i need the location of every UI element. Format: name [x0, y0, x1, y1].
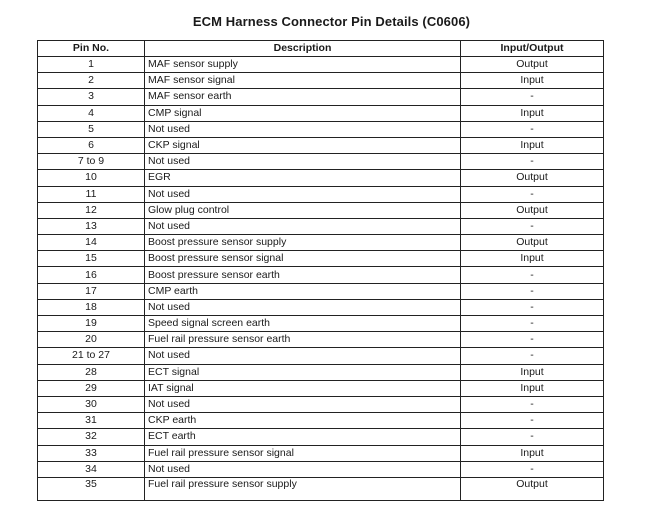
- description-cell: CKP earth: [145, 413, 461, 429]
- table-body: [38, 57, 604, 501]
- description-cell: Boost pressure sensor supply: [145, 235, 461, 251]
- pin-cell: 33: [38, 445, 145, 461]
- table-row: [38, 429, 604, 445]
- description-cell: MAF sensor supply: [145, 57, 461, 73]
- input-output-cell: Output: [461, 170, 604, 186]
- input-output-cell: -: [461, 154, 604, 170]
- description-cell: Boost pressure sensor signal: [145, 251, 461, 267]
- description-cell: Glow plug control: [145, 202, 461, 218]
- description-cell: Not used: [145, 186, 461, 202]
- description-cell: IAT signal: [145, 380, 461, 396]
- pin-cell: 35: [38, 477, 145, 500]
- pin-cell: 17: [38, 283, 145, 299]
- description-cell: Speed signal screen earth: [145, 316, 461, 332]
- pin-cell: 31: [38, 413, 145, 429]
- input-output-cell: -: [461, 348, 604, 364]
- table-row: [38, 202, 604, 218]
- input-output-cell: -: [461, 89, 604, 105]
- input-output-cell: -: [461, 396, 604, 412]
- table-row: [38, 477, 604, 500]
- description-cell: Not used: [145, 154, 461, 170]
- pin-cell: 13: [38, 218, 145, 234]
- description-cell: MAF sensor earth: [145, 89, 461, 105]
- table-row: [38, 413, 604, 429]
- description-cell: Not used: [145, 299, 461, 315]
- pin-cell: 32: [38, 429, 145, 445]
- input-output-cell: Input: [461, 73, 604, 89]
- pin-cell: 28: [38, 364, 145, 380]
- description-cell: ECT signal: [145, 364, 461, 380]
- table-row: [38, 283, 604, 299]
- input-output-cell: -: [461, 316, 604, 332]
- pin-cell: 10: [38, 170, 145, 186]
- input-output-cell: Input: [461, 137, 604, 153]
- description-cell: CMP signal: [145, 105, 461, 121]
- pin-cell: 34: [38, 461, 145, 477]
- description-cell: Not used: [145, 348, 461, 364]
- input-output-cell: -: [461, 186, 604, 202]
- description-cell: Fuel rail pressure sensor supply: [145, 477, 461, 500]
- pin-cell: 14: [38, 235, 145, 251]
- table-row: [38, 89, 604, 105]
- description-cell: Not used: [145, 218, 461, 234]
- table-row: [38, 105, 604, 121]
- document-title: ECM Harness Connector Pin Details (C0606): [192, 14, 471, 29]
- table-row: [38, 299, 604, 315]
- pin-cell: 4: [38, 105, 145, 121]
- table-row: [38, 445, 604, 461]
- pin-cell: 6: [38, 137, 145, 153]
- description-cell: Fuel rail pressure sensor signal: [145, 445, 461, 461]
- pin-cell: 1: [38, 57, 145, 73]
- pin-cell: 7 to 9: [38, 154, 145, 170]
- table-row: [38, 396, 604, 412]
- input-output-cell: Input: [461, 364, 604, 380]
- input-output-cell: -: [461, 461, 604, 477]
- description-cell: Boost pressure sensor earth: [145, 267, 461, 283]
- description-cell: Not used: [145, 461, 461, 477]
- input-output-cell: -: [461, 429, 604, 445]
- input-output-cell: Input: [461, 380, 604, 396]
- pin-cell: 2: [38, 73, 145, 89]
- table-row: [38, 316, 604, 332]
- header-description: Description: [145, 41, 461, 57]
- table-row: [38, 186, 604, 202]
- pin-cell: 11: [38, 186, 145, 202]
- table-row: [38, 235, 604, 251]
- pin-cell: 19: [38, 316, 145, 332]
- description-cell: ECT earth: [145, 429, 461, 445]
- table-row: [38, 267, 604, 283]
- table-row: [38, 170, 604, 186]
- table-row: [38, 461, 604, 477]
- pin-cell: 5: [38, 121, 145, 137]
- description-cell: MAF sensor signal: [145, 73, 461, 89]
- pin-cell: 30: [38, 396, 145, 412]
- table-row: [38, 57, 604, 73]
- pin-cell: 21 to 27: [38, 348, 145, 364]
- input-output-cell: -: [461, 413, 604, 429]
- pin-cell: 18: [38, 299, 145, 315]
- table-row: [38, 137, 604, 153]
- table-row: [38, 154, 604, 170]
- table-row: [38, 218, 604, 234]
- input-output-cell: Input: [461, 105, 604, 121]
- description-cell: Not used: [145, 121, 461, 137]
- table-row: [38, 121, 604, 137]
- input-output-cell: Output: [461, 235, 604, 251]
- header-input-output: Input/Output: [461, 41, 604, 57]
- input-output-cell: Output: [461, 202, 604, 218]
- input-output-cell: Input: [461, 445, 604, 461]
- pin-cell: 20: [38, 332, 145, 348]
- table-header-row: [38, 41, 604, 57]
- table-row: [38, 251, 604, 267]
- description-cell: CKP signal: [145, 137, 461, 153]
- header-pin-no: Pin No.: [38, 41, 145, 57]
- input-output-cell: Output: [461, 57, 604, 73]
- input-output-cell: Output: [461, 477, 604, 500]
- table-row: [38, 348, 604, 364]
- pin-cell: 29: [38, 380, 145, 396]
- input-output-cell: -: [461, 267, 604, 283]
- input-output-cell: -: [461, 283, 604, 299]
- input-output-cell: -: [461, 121, 604, 137]
- pin-cell: 15: [38, 251, 145, 267]
- pin-cell: 3: [38, 89, 145, 105]
- table-row: [38, 380, 604, 396]
- description-cell: EGR: [145, 170, 461, 186]
- input-output-cell: Input: [461, 251, 604, 267]
- description-cell: Not used: [145, 396, 461, 412]
- table-row: [38, 73, 604, 89]
- table-row: [38, 332, 604, 348]
- description-cell: CMP earth: [145, 283, 461, 299]
- input-output-cell: -: [461, 218, 604, 234]
- pin-cell: 16: [38, 267, 145, 283]
- pin-cell: 12: [38, 202, 145, 218]
- description-cell: Fuel rail pressure sensor earth: [145, 332, 461, 348]
- input-output-cell: -: [461, 299, 604, 315]
- pin-details-table: [37, 40, 604, 501]
- input-output-cell: -: [461, 332, 604, 348]
- table-row: [38, 364, 604, 380]
